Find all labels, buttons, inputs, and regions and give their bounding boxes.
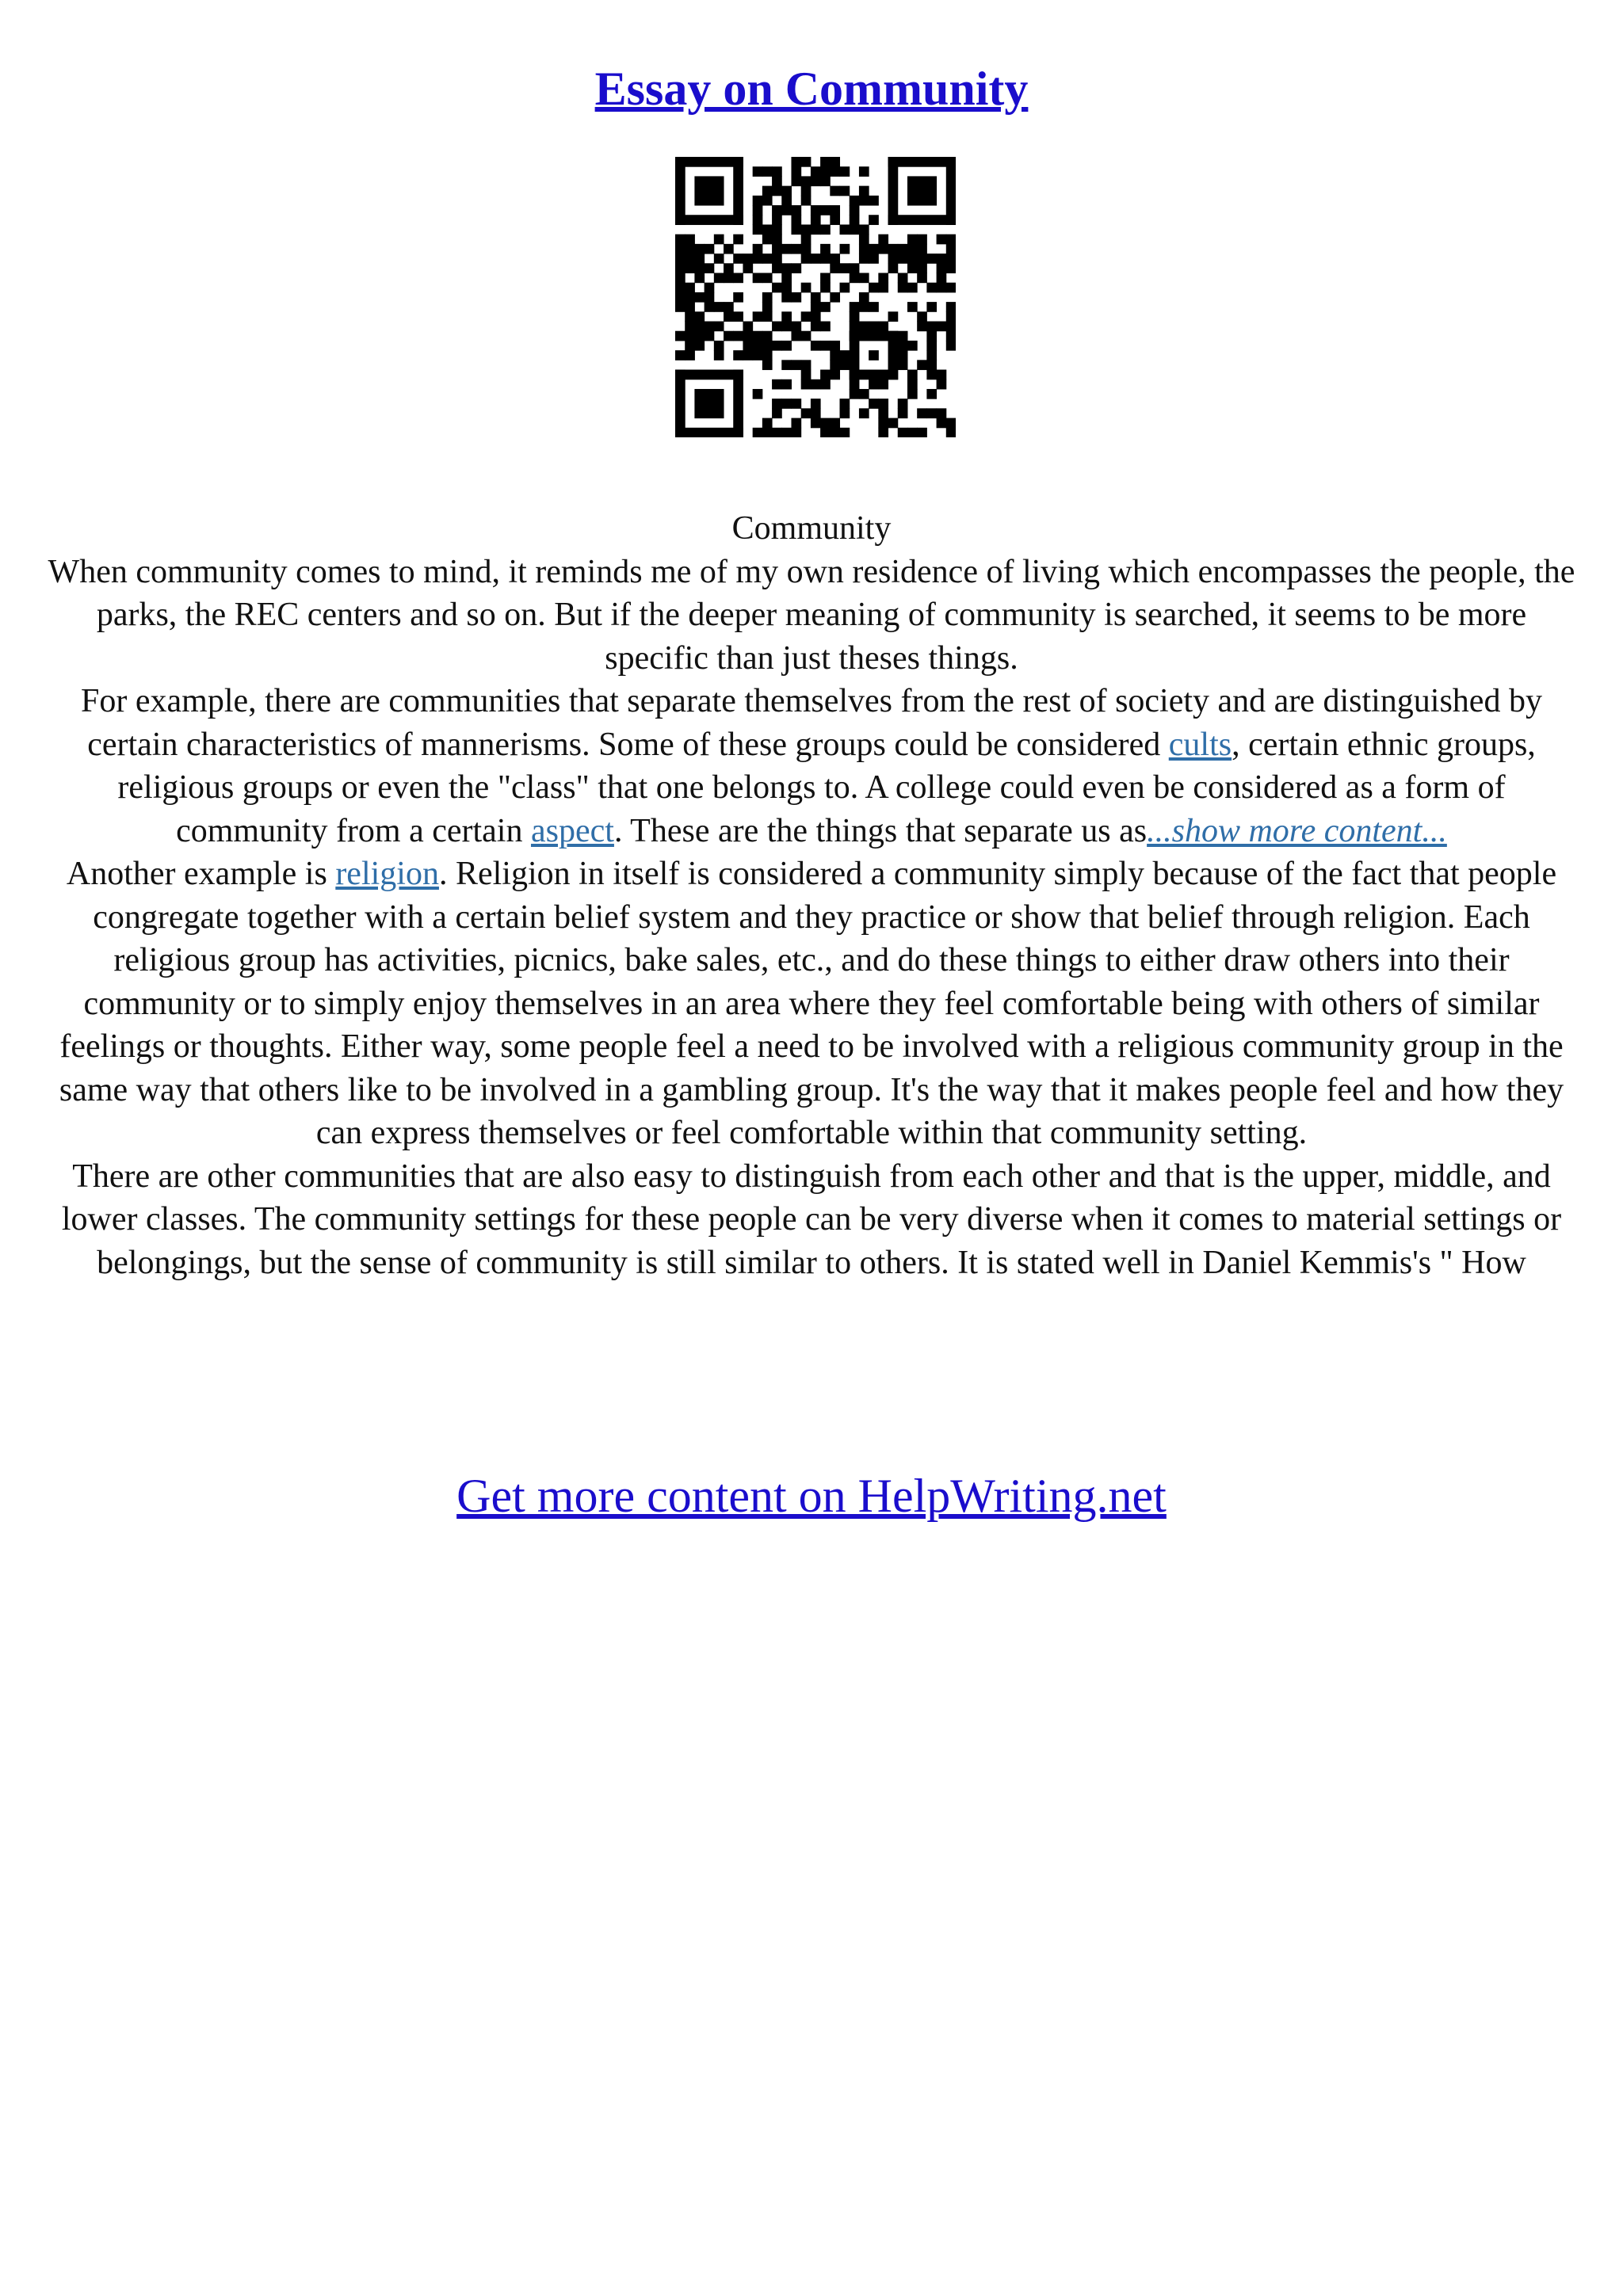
essay-body xyxy=(48,507,1575,1284)
link-aspect[interactable]: aspect xyxy=(530,812,614,849)
link-cults[interactable]: cults xyxy=(1168,726,1232,763)
document-title xyxy=(0,57,1623,120)
paragraph-1: When community comes to mind, it reminds me of my own residence of living which encompasses the people, the parks, the REC centers and so on. But if the deeper meaning of community is searched, it seems to be more specific than just theses things. xyxy=(48,553,1575,677)
paragraph-3 xyxy=(48,852,1575,1155)
get-more-content-link[interactable]: Get more content on HelpWriting.net xyxy=(456,1470,1167,1522)
link-religion[interactable]: religion xyxy=(335,856,439,892)
paragraph-2 xyxy=(48,680,1575,852)
show-more-link[interactable]: ...show more content... xyxy=(1147,812,1447,849)
qr-code-icon xyxy=(675,157,956,437)
paragraph-2-text-a: For example, there are communities that separate themselves from the rest of society and are distinguished by certain characteristics of mannerisms. Some of these groups could be considered xyxy=(81,683,1542,763)
paragraph-3-text-b: . Religion in itself is considered a community simply because of the fact that people congregate together with a certain belief system and they practice or show that belief through religion. Each religious group has activities, picnics, bake sales, etc., and do these things to either draw others into their community or to simply enjoy themselves in an area where they feel comfortable being with others of similar feelings or thoughts. Either way, some people feel a need to be involved with a religious community group in the same way that others like to be involved in a gambling group. It's the way that it makes people feel and how they can express themselves or feel comfortable within that community setting. xyxy=(59,856,1564,1151)
title-link[interactable]: Essay on Community xyxy=(594,63,1029,115)
paragraph-3-text-a: Another example is xyxy=(66,856,336,892)
cta-block xyxy=(0,1464,1623,1527)
paragraph-2-text-b: , certain ethnic groups, religious groups or even the "class" that one belongs to. A college could even be considered as a form of community from a certain xyxy=(117,726,1536,849)
paragraph-4: There are other communities that are also easy to distinguish from each other and that is the upper, middle, and lower classes. The community settings for these people can be very diverse when it comes to material settings or belongings, but the sense of community is still similar to others. It is stated well in Daniel Kemmis's " How xyxy=(61,1158,1562,1281)
paragraph-2-text-c: . These are the things that separate us as xyxy=(613,812,1148,849)
essay-heading: Community xyxy=(731,510,892,547)
